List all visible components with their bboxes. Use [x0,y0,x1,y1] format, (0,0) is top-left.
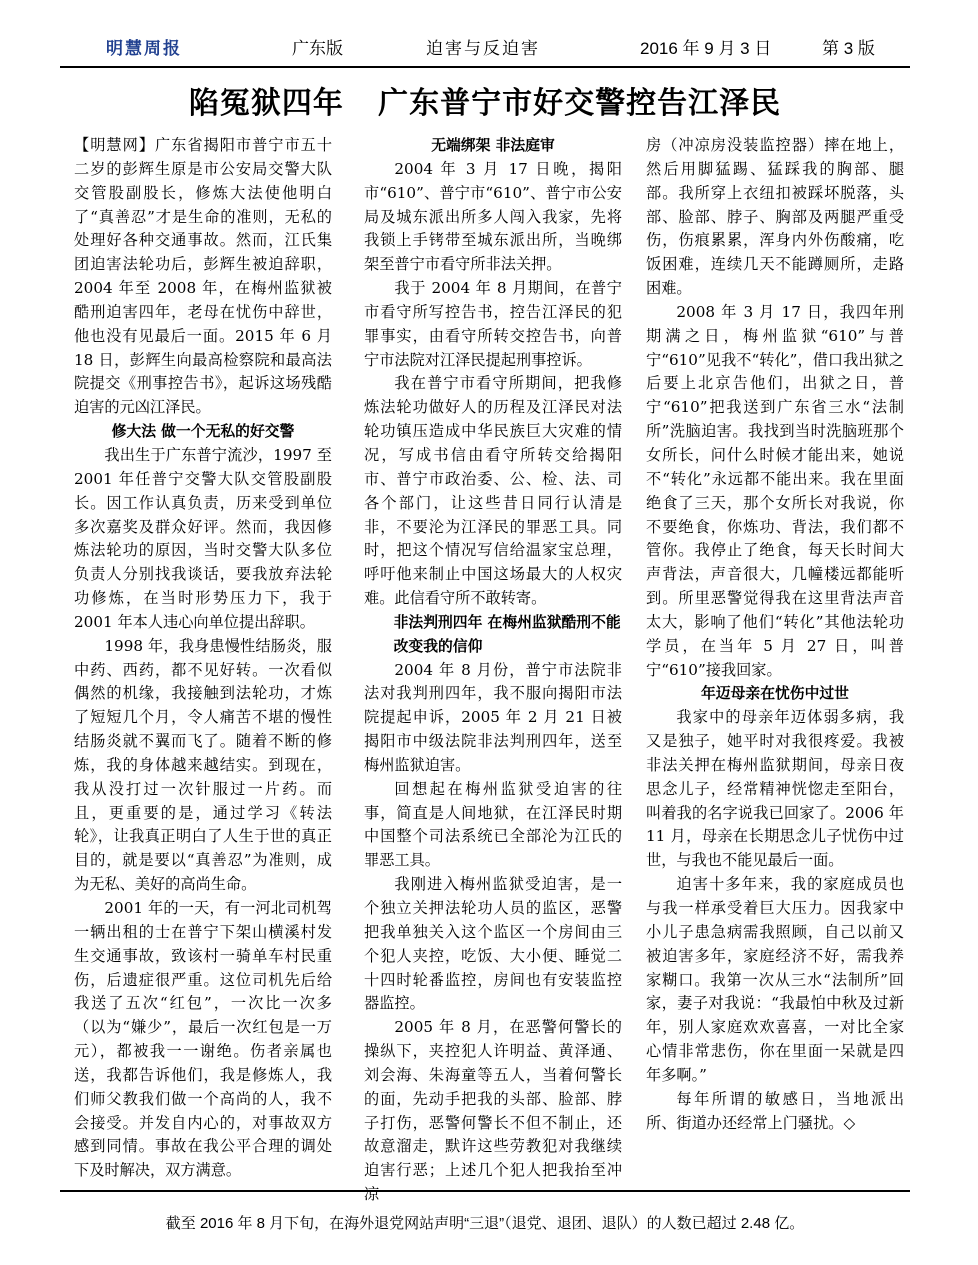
footer-notice: 截至 2016 年 8 月下旬，在海外退党网站声明“三退”（退党、退团、退队）的人数已超过 2.48 亿。 [165,1215,805,1232]
paragraph: 2004 年 3 月 17 日晚，揭阳市“610”、普宁市“610”、普宁市公安局及城东派出所多人闯入我家，先将我锁上手铐带至城东派出所，当晚绑架至普宁市看守所非法关押。 [364,159,622,274]
section-heading: 年迈母亲在忧伤中过世 [701,685,849,703]
page-number: 第 3 版 [822,39,875,58]
newspaper-logo: 明慧周报 [106,39,182,59]
section-heading: 修大法 做一个无私的好交警 [111,423,295,441]
paragraph: 2008 年 3 月 17 日，我四年刑期满之日，梅州监狱“610”与普宁“610”见我不“转化”，借口我出狱之后要上北京告他们，出狱之日，普宁“610”把我送到广东省三水“法制所”洗脑迫害。我找到当时洗脑班那个女所长，问什么时候才能出来，她说不“转化”永远都不能出来。我在里面绝食了三天，那个女所长对我说，你不要绝食，你炼功、背法，我们都不管你。我停止了绝食，每天长时间大声背法，声音很大，几幢楼远都能听到。所里恶警觉得我在这里背法声音太大，影响了他们“转化”其他法轮功学员，在当年 5 月 27 日，叫普宁“610”接我回家。 [646,302,904,679]
paragraph: 我于 2004 年 8 月期间，在普宁市看守所写控告书，控告江泽民的犯罪事实，由看守所转交控告书，向普宁市法院对江泽民提起刑事控诉。 [364,279,622,369]
paragraph: 每年所谓的敏感日，当地派出所、街道办还经常上门骚扰。◇ [646,1089,904,1132]
paragraph: 迫害十多年来，我的家庭成员也与我一样承受着巨大压力。因我家中小儿子患急病需我照顾，自己以前又被迫害多年，家庭经济不好，需我养家糊口。我第一次从三水“法制所”回家，妻子对我说：“我最怕中秋及过新年，别人家庭欢欢喜喜，一对比全家心情非常悲伤，你在里面一呆就是四年多啊。” [646,875,904,1084]
edition-label: 广东版 [292,39,343,59]
article-column-3 [646,134,904,1135]
section-heading: 无端绑架 非法庭审 [431,137,555,154]
paragraph: 2004 年 8 月份，普宁市法院非法对我判刑四年，我不服向揭阳市法院提起申诉，2005 年 2 月 21 日被揭阳市中级法院非法判刑四年，送至梅州监狱迫害。 [364,660,622,774]
article-column-2 [364,134,622,1207]
article-column-1 [74,134,332,1183]
paragraph: 回想起在梅州监狱受迫害的往事，简直是人间地狱，在江泽民时期中国整个司法系统已全部沦为江氏的罪恶工具。 [364,779,622,870]
paragraph: 2001 年的一天，有一河北司机驾一辆出租的士在普宁下架山横溪村发生交通事故，致该村一骑单车村民重伤，后遗症很严重。这位司机先后给我送了五次“红包”，一次比一次多（以为“嫌少”，最后一次红包是一万元），都被我一一谢绝。伤者亲属也送，我都告诉他们，我是修炼人，我们师父教我们做一个高尚的人，我不会接受。并发自内心的，对事故双方感到同情。事故在我公平合理的调处下及时解决，双方满意。 [74,899,332,1180]
page-header [60,30,910,68]
column-title: 迫害与反迫害 [426,39,540,59]
paragraph: 房（冲凉房没装监控器）摔在地上，然后用脚猛踢、猛踩我的胸部、腿部。我所穿上衣纽扣被踩坏脱落，头部、脸部、脖子、胸部及两腿严重受伤，伤痕累累，浑身内外伤酸痛，吃饭困难，连续几天不能蹲厕所，走路困难。 [646,136,904,298]
paragraph: 我家中的母亲年迈体弱多病，我又是独子，她平时对我很疼爱。我被非法关押在梅州监狱期间，母亲日夜思念儿子，经常精神恍惚走至阳台，叫着我的名字说我已回家了。2006 年 11 月，母亲在长期思念儿子忧伤中过世，与我也不能见最后一面。 [646,708,904,870]
paragraph: 1998 年，我身患慢性结肠炎，服中药、西药，都不见好转。一次看似偶然的机缘，我接触到法轮功，才炼了短短几个月，令人痛苦不堪的慢性结肠炎就不翼而飞了。随着不断的修炼，我的身体越来越结实。到现在，我从没打过一次针服过一片药。而且，更重要的是，通过学习《转法轮》，让我真正明白了人生于世的真正目的，就是要以“真善忍”为准则，成为无私、美好的高尚生命。 [74,636,332,894]
section-heading: 非法判刑四年 在梅州监狱酷刑不能改变我的信仰 [393,613,621,655]
paragraph: 【明慧网】广东省揭阳市普宁市五十二岁的彭辉生原是市公安局交警大队交管股副股长，修炼大法使他明白了“真善忍”才是生命的准则，无私的处理好各种交通事故。然而，江氏集团迫害法轮功后，彭辉生被迫辞职，2004 年至 2008 年，在梅州监狱被酷刑迫害四年，老母在忧伤中辞世，他也没有见最后一面。2015 年 6 月 18 日，彭辉生向最高检察院和最高法院提交《刑事控告书》，起诉这场残酷迫害的元凶江泽民。 [74,136,332,417]
article-headline: 陷冤狱四年 广东普宁市好交警控告江泽民 [188,86,782,121]
paragraph: 我刚进入梅州监狱受迫害，是一个独立关押法轮功人员的监区，恶警把我单独关入这个监区一个房间由三个犯人夹控，吃饭、大小便、睡觉二十四时轮番监控，房间也有安装监控器监控。 [364,875,622,1013]
issue-date: 2016 年 9 月 3 日 [640,39,772,58]
page-footer [60,1190,910,1232]
paragraph: 我在普宁市看守所期间，把我修炼法轮功做好人的历程及江泽民对法轮功镇压造成中华民族巨大灾难的情况，写成书信由看守所转交给揭阳市、普宁市政治委、公、检、法、司各个部门，让这些昔日同行认清是非，不要沦为江泽民的罪恶工具。同时，把这个情况写信给温家宝总理，呼吁他来制止中国这场最大的人权灾难。此信看守所不敢转寄。 [364,374,622,608]
paragraph: 我出生于广东普宁流沙，1997 至 2001 年任普宁交警大队交管股副股长。因工作认真负责，历来受到单位多次嘉奖及群众好评。然而，我因修炼法轮功的原因，当时交警大队多位负责人分别找我谈话，要我放弃法轮功修炼，在当时形势压力下，我于 2001 年本人违心向单位提出辞职。 [74,445,332,631]
paragraph: 2005 年 8 月，在恶警何警长的操纵下，夹控犯人许明益、黄泽通、刘会海、朱海童等五人，当着何警长的面，先动手把我的头部、脸部、脖子打伤，恶警何警长不但不制止，还故意溜走，默许这些劳教犯对我继续迫害行恶；上述几个犯人把我抬至冲凉 [364,1018,622,1204]
